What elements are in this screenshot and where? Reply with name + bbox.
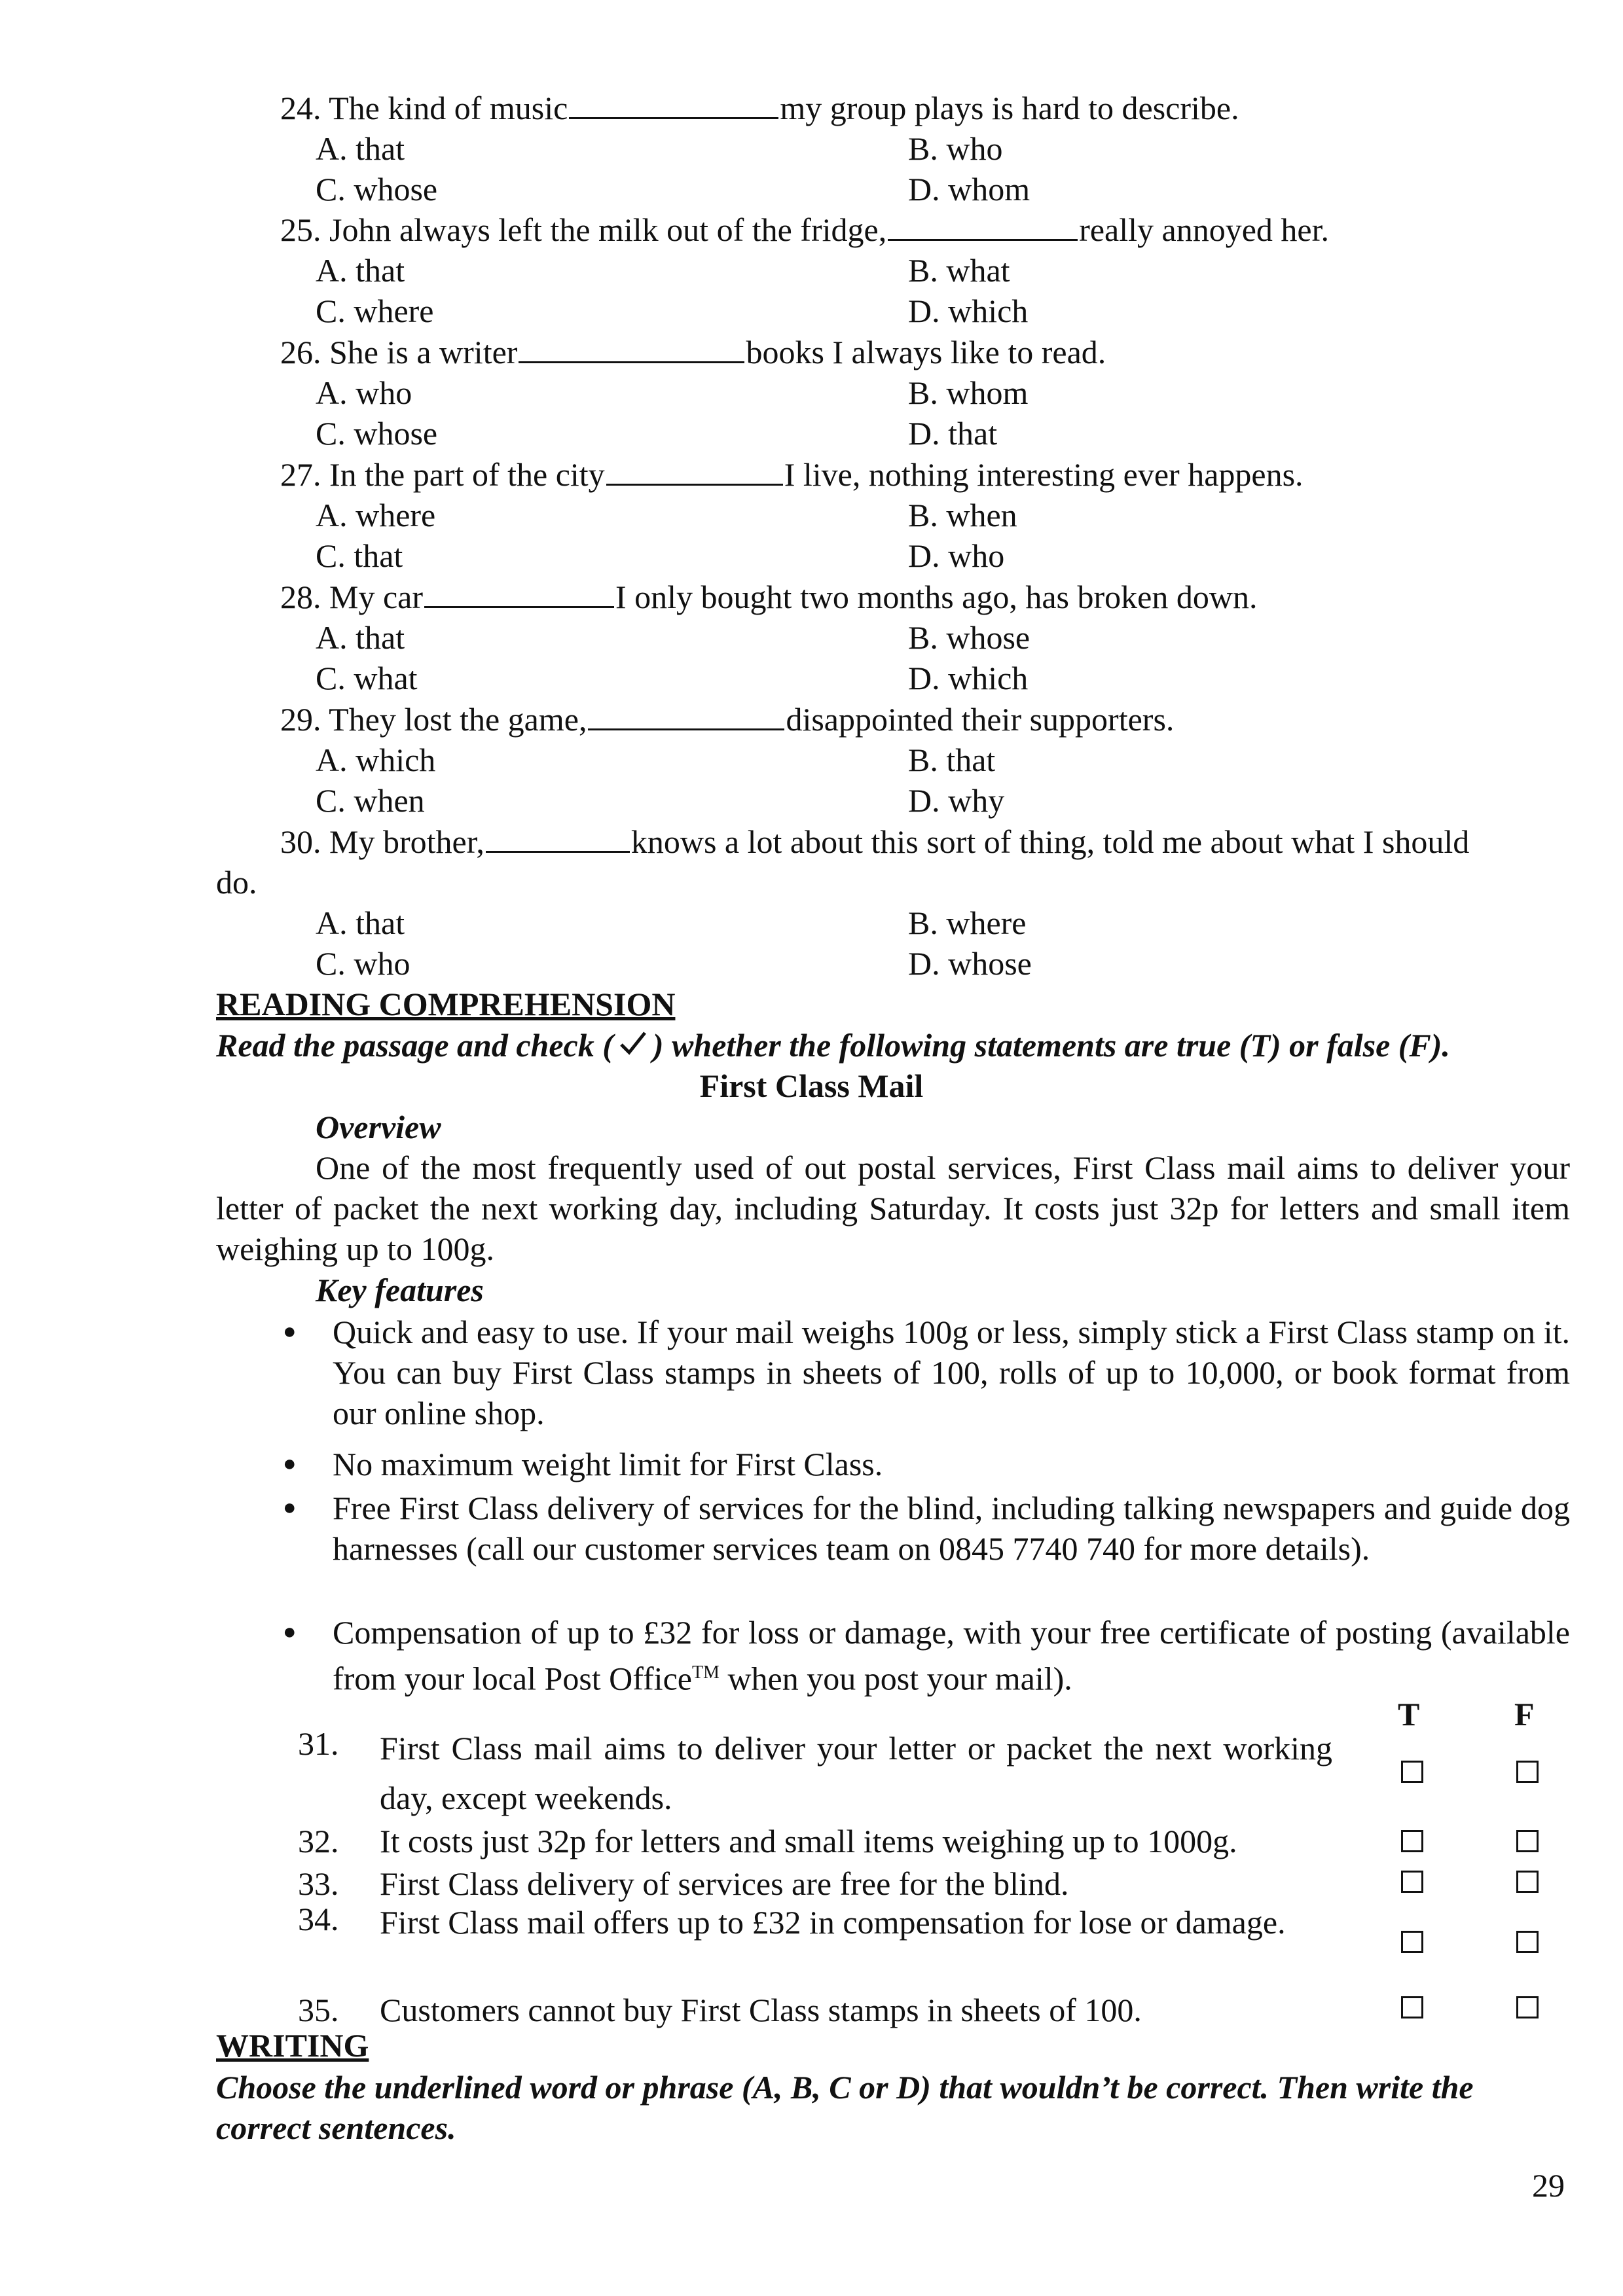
false-checkbox[interactable] [1516, 1830, 1539, 1852]
question-28: 28. My car I only bought two months ago, has broken down. [280, 579, 1258, 615]
option-d: D. that [908, 415, 998, 452]
check-mark-icon [613, 1025, 653, 1066]
question-30-continued: do. [216, 864, 257, 901]
key-features-label: Key features [316, 1272, 484, 1308]
statement-35: Customers cannot buy First Class stamps in sheets of 100. [380, 1992, 1142, 2028]
option-d: D. whose [908, 945, 1032, 982]
true-checkbox[interactable] [1401, 1931, 1423, 1953]
option-c: C. where [316, 293, 434, 329]
key-feature-item: Free First Class delivery of services for the blind, including talking newspapers and guide dog harnesses (call our customer services team on 0845 7740 740 for more details). [333, 1490, 1570, 1567]
section-heading-writing: WRITING [216, 2027, 369, 2064]
option-d: D. why [908, 782, 1005, 819]
answer-blank[interactable] [569, 88, 778, 119]
question-29: 29. They lost the game, disappointed their supporters. [280, 701, 1175, 738]
true-checkbox[interactable] [1401, 1871, 1423, 1893]
statement-number: 35. [298, 1992, 339, 2028]
option-a: A. that [316, 130, 405, 167]
true-column-header: T [1398, 1696, 1420, 1732]
false-checkbox[interactable] [1516, 1996, 1539, 2018]
option-b: B. what [908, 252, 1010, 289]
option-b: B. whom [908, 374, 1029, 411]
bullet-icon: ● [283, 1496, 297, 1520]
option-d: D. who [908, 537, 1005, 574]
bullet-icon: ● [283, 1620, 297, 1644]
true-checkbox[interactable] [1401, 1996, 1423, 2018]
statement-number: 33. [298, 1865, 339, 1902]
statement-33: First Class delivery of services are free for the blind. [380, 1865, 1069, 1902]
option-d: D. which [908, 293, 1029, 329]
statement-34: First Class mail offers up to £32 in compensation for lose or damage. [380, 1904, 1286, 1941]
answer-blank[interactable] [606, 455, 783, 486]
option-a: A. where [316, 497, 436, 533]
true-checkbox[interactable] [1401, 1830, 1423, 1852]
false-checkbox[interactable] [1516, 1761, 1539, 1783]
overview-label: Overview [316, 1109, 441, 1145]
answer-blank[interactable] [424, 577, 614, 608]
page-number: 29 [1532, 2167, 1565, 2204]
option-a: A. who [316, 374, 412, 411]
answer-blank[interactable] [588, 700, 784, 730]
option-a: A. that [316, 252, 405, 289]
question-24: 24. The kind of music my group plays is hard to describe. [280, 90, 1239, 126]
key-feature-item: Quick and easy to use. If your mail weighs 100g or less, simply stick a First Class stamp on it. You can buy First Class stamps in sheets of 100, rolls of up to 10,000, or book format from our online shop. [333, 1314, 1570, 1431]
option-b: B. who [908, 130, 1003, 167]
option-c: C. when [316, 782, 425, 819]
statement-number: 34. [298, 1901, 339, 1937]
option-c: C. whose [316, 415, 438, 452]
false-checkbox[interactable] [1516, 1931, 1539, 1953]
option-c: C. who [316, 945, 410, 982]
option-c: C. whose [316, 171, 438, 207]
option-a: A. which [316, 742, 436, 778]
option-a: A. that [316, 619, 405, 656]
bullet-icon: ● [283, 1319, 297, 1344]
question-25: 25. John always left the milk out of the fridge, really annoyed her. [280, 211, 1329, 248]
answer-blank[interactable] [486, 822, 630, 853]
option-a: A. that [316, 905, 405, 941]
reading-instruction: Read the passage and check ( ) whether the following statements are true (T) or false (F). [216, 1025, 1450, 1066]
option-c: C. what [316, 660, 418, 696]
answer-blank[interactable] [888, 210, 1078, 241]
trademark-mark: TM [691, 1662, 720, 1683]
false-column-header: F [1514, 1696, 1535, 1732]
statement-number: 32. [298, 1823, 339, 1859]
option-b: B. when [908, 497, 1017, 533]
statement-31: First Class mail aims to deliver your letter or packet the next working day, except weekends. [380, 1730, 1332, 1816]
passage-title: First Class Mail [699, 1067, 924, 1104]
true-checkbox[interactable] [1401, 1761, 1423, 1783]
bullet-icon: ● [283, 1452, 297, 1476]
false-checkbox[interactable] [1516, 1871, 1539, 1893]
question-27: 27. In the part of the city I live, nothing interesting ever happens. [280, 456, 1304, 493]
statement-number: 31. [298, 1725, 339, 1762]
statement-32: It costs just 32p for letters and small items weighing up to 1000g. [380, 1823, 1237, 1859]
option-b: B. whose [908, 619, 1030, 656]
question-26: 26. She is a writer books I always like to read. [280, 334, 1106, 370]
key-feature-item: No maximum weight limit for First Class. [333, 1446, 883, 1482]
overview-paragraph: One of the most frequently used of out postal services, First Class mail aims to deliver your letter of packet the next working day, including Saturday. It costs just 32p for letters and small item weighing up to 100g. [216, 1149, 1570, 1267]
option-b: B. where [908, 905, 1027, 941]
key-feature-item: Compensation of up to £32 for loss or damage, with your free certificate of posting (available from your local Post Office™ when you post your mail). [333, 1614, 1570, 1697]
option-b: B. that [908, 742, 996, 778]
option-d: D. whom [908, 171, 1030, 207]
question-30: 30. My brother, knows a lot about this sort of thing, told me about what I should [280, 823, 1470, 860]
section-heading-reading: READING COMPREHENSION [216, 986, 676, 1022]
writing-instruction: Choose the underlined word or phrase (A, B, C or D) that wouldn’t be correct. Then write the correct sentences. [216, 2069, 1474, 2146]
answer-blank[interactable] [519, 332, 744, 363]
option-c: C. that [316, 537, 403, 574]
option-d: D. which [908, 660, 1029, 696]
